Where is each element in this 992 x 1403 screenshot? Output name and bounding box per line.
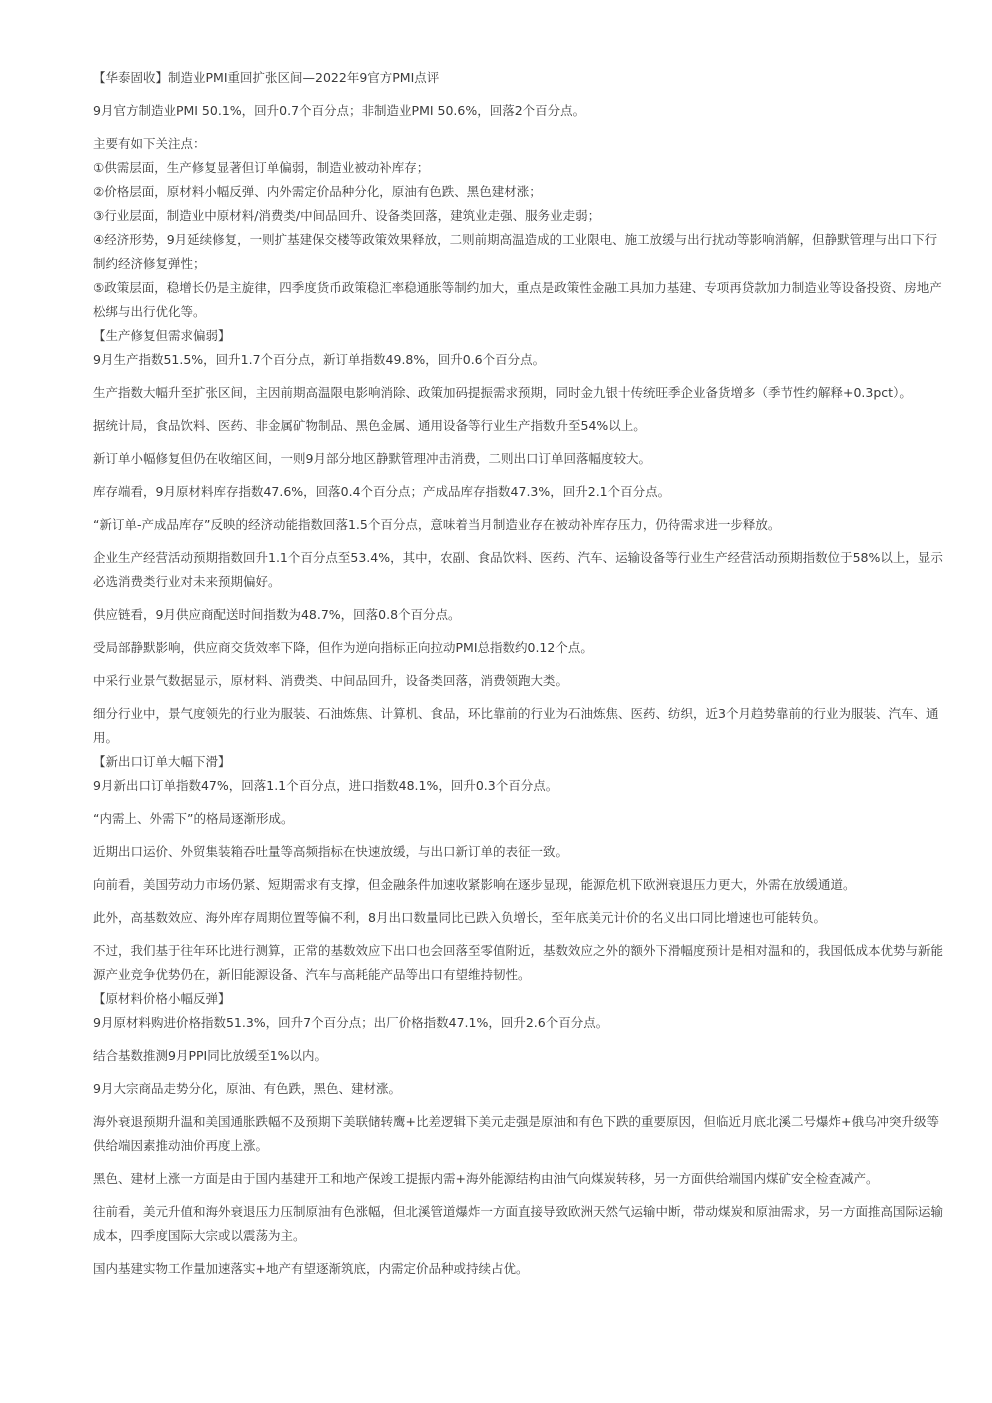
section-heading: 【新出口订单大幅下滑】	[93, 754, 231, 769]
paragraph: “新订单-产成品库存”反映的经济动能指数回落1.5个百分点，意味着当月制造业存在被动补库存压力，仍待需求进一步释放。	[93, 517, 781, 532]
paragraph: 受局部静默影响，供应商交货效率下降，但作为逆向指标正向拉动PMI总指数约0.12个点。	[93, 640, 593, 655]
paragraph: 据统计局，食品饮料、医药、非金属矿物制品、黑色金属、通用设备等行业生产指数升至54%以上。	[93, 418, 646, 433]
paragraph: 生产指数大幅升至扩张区间，主因前期高温限电影响消除、政策加码提振需求预期，同时金九银十传统旺季企业备货增多（季节性约解释+0.3pct）。	[93, 385, 912, 400]
paragraph: 9月原材料购进价格指数51.3%，回升7个百分点；出厂价格指数47.1%，回升2.6个百分点。	[93, 1015, 609, 1030]
paragraph: 国内基建实物工作量加速落实+地产有望逐渐筑底，内需定价品种或持续占优。	[93, 1261, 529, 1276]
article	[93, 66, 945, 1281]
paragraph: 往前看，美元升值和海外衰退压力压制原油有色涨幅，但北溪管道爆炸一方面直接导致欧洲天然气运输中断，带动煤炭和原油需求，另一方面推高国际运输成本，四季度国际大宗或以震荡为主。	[93, 1204, 944, 1243]
paragraph: 此外，高基数效应、海外库存周期位置等偏不利，8月出口数量同比已跌入负增长，至年底美元计价的名义出口同比增速也可能转负。	[93, 910, 826, 925]
summary-paragraph: 9月官方制造业PMI 50.1%，回升0.7个百分点；非制造业PMI 50.6%，回落2个百分点。	[93, 103, 586, 118]
paragraph: 9月大宗商品走势分化，原油、有色跌，黑色、建材涨。	[93, 1081, 401, 1096]
paragraph: 新订单小幅修复但仍在收缩区间，一则9月部分地区静默管理冲击消费，二则出口订单回落幅度较大。	[93, 451, 651, 466]
paragraph: 向前看，美国劳动力市场仍紧、短期需求有支撑，但金融条件加速收紧影响在逐步显现，能源危机下欧洲衰退压力更大，外需在放缓通道。	[93, 877, 856, 892]
point-item: ③行业层面，制造业中原材料/消费类/中间品回升、设备类回落，建筑业走强、服务业走弱；	[93, 208, 601, 223]
section-heading: 【生产修复但需求偏弱】	[93, 328, 231, 343]
point-item: ②价格层面，原材料小幅反弹、内外需定价品种分化，原油有色跌、黑色建材涨；	[93, 184, 542, 199]
paragraph: 细分行业中，景气度领先的行业为服装、石油炼焦、计算机、食品，环比靠前的行业为石油炼焦、医药、纺织，近3个月趋势靠前的行业为服装、汽车、通用。	[93, 706, 939, 745]
paragraph: 库存端看，9月原材料库存指数47.6%，回落0.4个百分点；产成品库存指数47.3%，回升2.1个百分点。	[93, 484, 671, 499]
paragraph: 海外衰退预期升温和美国通胀跌幅不及预期下美联储转鹰+比差逻辑下美元走强是原油和有色下跌的重要原因，但临近月底北溪二号爆炸+俄乌冲突升级等供给端因素推动油价再度上涨。	[93, 1114, 939, 1153]
article-title: 【华泰固收】制造业PMI重回扩张区间—2022年9官方PMI点评	[93, 70, 440, 85]
paragraph: 9月新出口订单指数47%，回落1.1个百分点，进口指数48.1%，回升0.3个百分点。	[93, 778, 559, 793]
paragraph: “内需上、外需下”的格局逐渐形成。	[93, 811, 294, 826]
paragraph: 不过，我们基于往年环比进行测算，正常的基数效应下出口也会回落至零值附近，基数效应之外的额外下滑幅度预计是相对温和的，我国低成本优势与新能源产业竞争优势仍在，新旧能源设备、汽车与高耗能产品等出口有望维持韧性。	[93, 943, 944, 982]
point-item: ①供需层面，生产修复显著但订单偏弱，制造业被动补库存；	[93, 160, 430, 175]
paragraph: 近期出口运价、外贸集装箱吞吐量等高频指标在快速放缓，与出口新订单的表征一致。	[93, 844, 569, 859]
point-item: ④经济形势，9月延续修复，一则扩基建保交楼等政策效果释放，二则前期高温造成的工业限电、施工放缓与出行扰动等影响消解，但静默管理与出口下行制约经济修复弹性；	[93, 232, 938, 271]
points-intro: 主要有如下关注点：	[93, 136, 206, 151]
paragraph: 黑色、建材上涨一方面是由于国内基建开工和地产保竣工提振内需+海外能源结构由油气向煤炭转移，另一方面供给端国内煤矿安全检查减产。	[93, 1171, 879, 1186]
point-item: ⑤政策层面，稳增长仍是主旋律，四季度货币政策稳汇率稳通胀等制约加大，重点是政策性金融工具加力基建、专项再贷款加力制造业等设备投资、房地产松绑与出行优化等。	[93, 280, 942, 319]
section-heading: 【原材料价格小幅反弹】	[93, 991, 231, 1006]
paragraph: 供应链看，9月供应商配送时间指数为48.7%，回落0.8个百分点。	[93, 607, 461, 622]
paragraph: 9月生产指数51.5%，回升1.7个百分点，新订单指数49.8%，回升0.6个百分点。	[93, 352, 546, 367]
paragraph: 结合基数推测9月PPI同比放缓至1%以内。	[93, 1048, 328, 1063]
paragraph: 中采行业景气数据显示，原材料、消费类、中间品回升，设备类回落，消费领跑大类。	[93, 673, 569, 688]
paragraph: 企业生产经营活动预期指数回升1.1个百分点至53.4%，其中，农副、食品饮料、医药、汽车、运输设备等行业生产经营活动预期指数位于58%以上，显示必选消费类行业对未来预期偏好。	[93, 550, 943, 589]
